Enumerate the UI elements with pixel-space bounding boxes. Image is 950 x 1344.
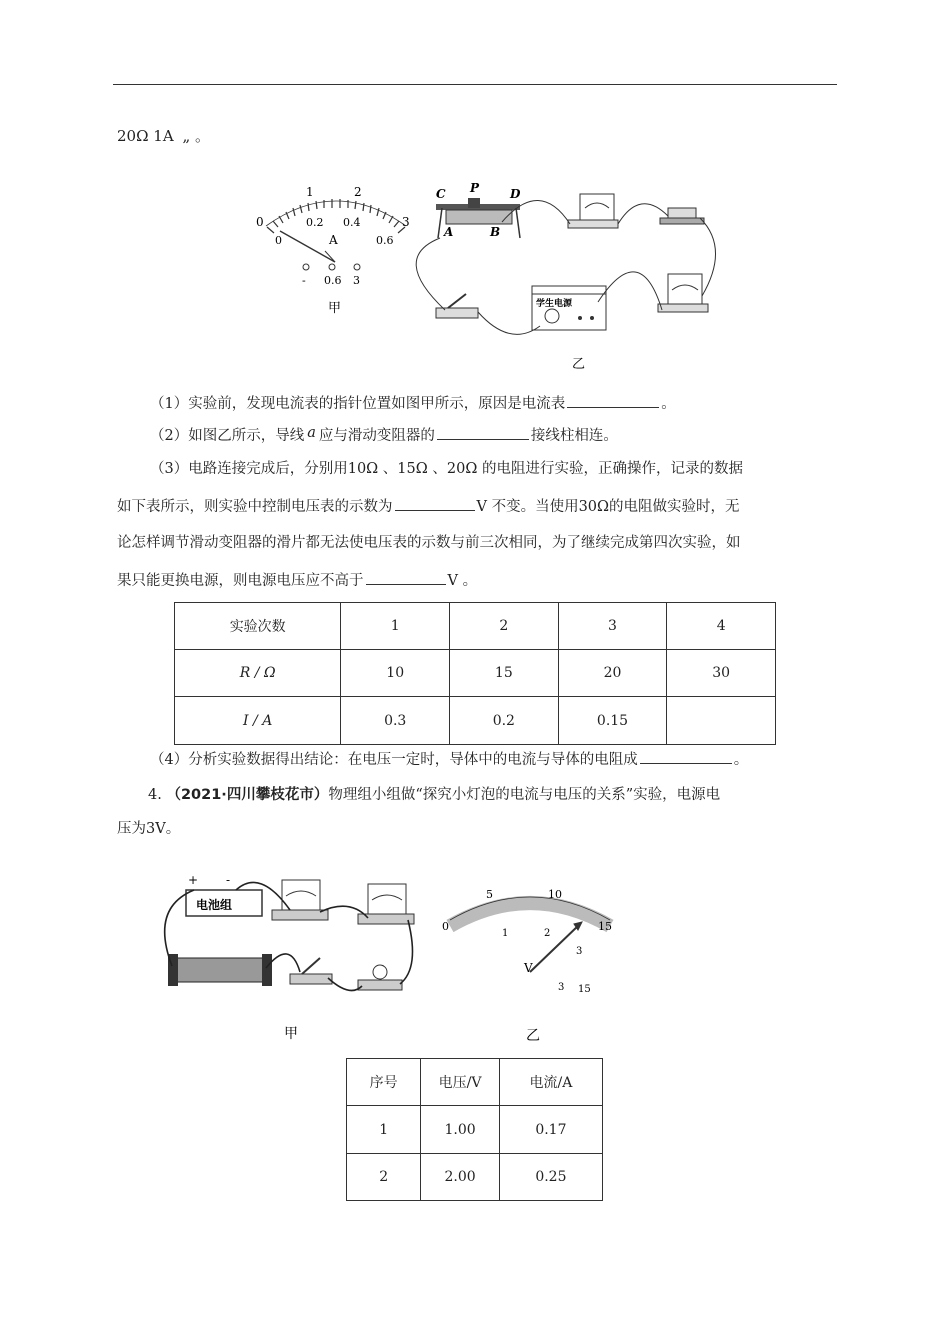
voltmeter-tick-10: 10	[548, 888, 562, 901]
ammeter-terminal-neg	[303, 264, 309, 270]
ammeter-tick-1: 1	[306, 185, 314, 199]
data-table-2	[346, 1058, 603, 1201]
table-cell: 2	[450, 603, 559, 650]
ammeter-2	[272, 880, 328, 920]
q4-number: 4.	[148, 787, 162, 803]
meter-top	[568, 194, 618, 228]
table-cell: 4	[667, 603, 776, 650]
rheostat-label-d: D	[510, 187, 521, 201]
table-cell: 2	[347, 1154, 421, 1201]
table-cell: 0.25	[499, 1154, 602, 1201]
q-part1-end: 。	[661, 396, 676, 412]
table-cell: 1	[347, 1106, 421, 1154]
q-part3-line2	[117, 496, 740, 517]
rheostat-label-p: P	[470, 181, 480, 195]
label-yi-1: 乙	[572, 357, 586, 372]
ammeter-tick-2: 2	[354, 185, 362, 199]
battery-plus: +	[188, 873, 199, 887]
battery-minus: -	[226, 873, 231, 887]
table-cell[interactable]	[667, 697, 776, 745]
q-part3-line4b: V 。	[447, 573, 478, 589]
answer-blank-4[interactable]	[366, 570, 446, 585]
voltmeter-subtick-1: 1	[502, 928, 509, 939]
label-yi-2: 乙	[526, 1028, 540, 1044]
battery-label: 电池组	[196, 898, 233, 912]
q-part2-text: （2）如图乙所示，导线	[150, 428, 305, 444]
q-part3-line4	[117, 570, 477, 591]
rheostat-label-a: A	[444, 225, 454, 239]
table-row	[175, 650, 776, 697]
label-jia-1: 甲	[328, 301, 342, 316]
voltmeter-2	[358, 884, 414, 924]
data-table-1	[174, 602, 776, 745]
q-part2-var: a	[307, 425, 316, 441]
table-cell: 电流/A	[499, 1059, 602, 1106]
table-cell: 1.00	[421, 1106, 499, 1154]
top-note	[117, 126, 210, 146]
table-cell: 2.00	[421, 1154, 499, 1201]
ammeter-terminal-label-06: 0.6	[324, 274, 342, 287]
table-cell: I / A	[175, 697, 341, 745]
voltmeter-subtick-2: 2	[544, 928, 551, 939]
table-cell: 30	[667, 650, 776, 697]
table-row	[347, 1059, 603, 1106]
answer-blank-5[interactable]	[640, 749, 732, 764]
table-cell: 电压/V	[421, 1059, 499, 1106]
voltmeter-unit: V	[524, 961, 533, 975]
ammeter-terminal-label-neg: -	[302, 274, 306, 287]
voltmeter-subtick-3: 3	[576, 946, 583, 957]
table-cell: 10	[341, 650, 450, 697]
ammeter-unit: A	[329, 233, 338, 247]
table-cell: 0.3	[341, 697, 450, 745]
rheostat-2	[168, 954, 272, 986]
q-part3-line4a: 果只能更换电源，则电源电压应不高于	[117, 573, 364, 589]
table-row	[175, 603, 776, 650]
psu-label: 学生电源	[536, 299, 573, 309]
table-cell: 实验次数	[175, 603, 341, 650]
switch	[436, 294, 478, 318]
voltmeter-terminal-3: 3	[558, 982, 565, 993]
q-part2-mid: 应与滑动变阻器的	[318, 428, 435, 444]
q-part4	[150, 749, 748, 770]
header-rule	[113, 84, 837, 85]
table-row	[347, 1154, 603, 1201]
rheostat-label-b: B	[490, 225, 501, 239]
q4-source: （2021·四川攀枝花市）	[166, 787, 329, 803]
ammeter-subtick-0: 0	[275, 234, 282, 247]
ammeter-tick-3: 3	[402, 215, 410, 229]
label-jia-2: 甲	[284, 1026, 298, 1042]
ammeter-tick-0: 0	[256, 215, 264, 229]
answer-blank-2[interactable]	[437, 425, 529, 440]
q-part1	[150, 393, 676, 414]
table-cell: 1	[341, 603, 450, 650]
answer-blank-3[interactable]	[395, 496, 475, 511]
figure-2	[150, 868, 630, 1048]
ammeter-subtick-06: 0.6	[376, 234, 394, 247]
resistor-box	[660, 208, 704, 224]
answer-blank-1[interactable]	[567, 393, 659, 408]
table-cell: 3	[558, 603, 667, 650]
ammeter-subtick-02: 0.2	[306, 216, 324, 229]
q-part4-end: 。	[733, 752, 749, 768]
table-cell: R / Ω	[175, 650, 341, 697]
table-cell: 0.2	[450, 697, 559, 745]
table-row	[175, 697, 776, 745]
table-row	[347, 1106, 603, 1154]
figure-1	[240, 178, 720, 378]
ammeter-terminal-label-3: 3	[353, 274, 360, 287]
table-cell: 序号	[347, 1059, 421, 1106]
q4-line1-text: 物理组小组做“探究小灯泡的电流与电压的关系”实验，电源电	[328, 787, 721, 803]
spec-text-end: „ 。	[182, 127, 210, 145]
voltmeter-terminal-15: 15	[578, 984, 591, 995]
ammeter-subtick-04: 0.4	[343, 216, 361, 229]
q4-line2: 压为3V。	[117, 821, 181, 837]
table-cell: 15	[450, 650, 559, 697]
voltmeter-tick-0: 0	[442, 920, 449, 933]
q-part4-text: （4）分析实验数据得出结论：在电压一定时，导体中的电流与导体的电阻成	[150, 752, 638, 768]
q-part2	[150, 425, 618, 446]
bulb	[358, 965, 402, 990]
q-part3-line2a: 如下表所示，则实验中控制电压表的示数为	[117, 499, 393, 515]
table-cell: 0.15	[558, 697, 667, 745]
q-part1-text: （1）实验前，发现电流表的指针位置如图甲所示，原因是电流表	[150, 396, 566, 412]
ammeter-terminal-3	[354, 264, 360, 270]
voltmeter-tick-15: 15	[598, 920, 612, 933]
table-cell: 0.17	[499, 1106, 602, 1154]
ammeter-terminal-06	[329, 264, 335, 270]
q-part3-line3: 论怎样调节滑动变阻器的滑片都无法使电压表的示数与前三次相同，为了继续完成第四次实验，如	[117, 535, 741, 551]
meter-bottom	[658, 274, 708, 312]
q-part3-line1: （3）电路连接完成后，分别用10Ω 、15Ω 、20Ω 的电阻进行实验，正确操作，记录的数据	[150, 461, 743, 477]
ammeter-dial	[266, 199, 406, 262]
rheostat-label-c: C	[436, 187, 446, 201]
q-part2-end: 接线柱相连。	[530, 428, 618, 444]
voltmeter-tick-5: 5	[486, 888, 493, 901]
spec-text: 20Ω 1A	[117, 127, 174, 145]
q-part3-line2b: V 不变。当使用30Ω的电阻做实验时，无	[476, 499, 740, 515]
table-cell: 20	[558, 650, 667, 697]
q4-line1	[148, 785, 720, 805]
